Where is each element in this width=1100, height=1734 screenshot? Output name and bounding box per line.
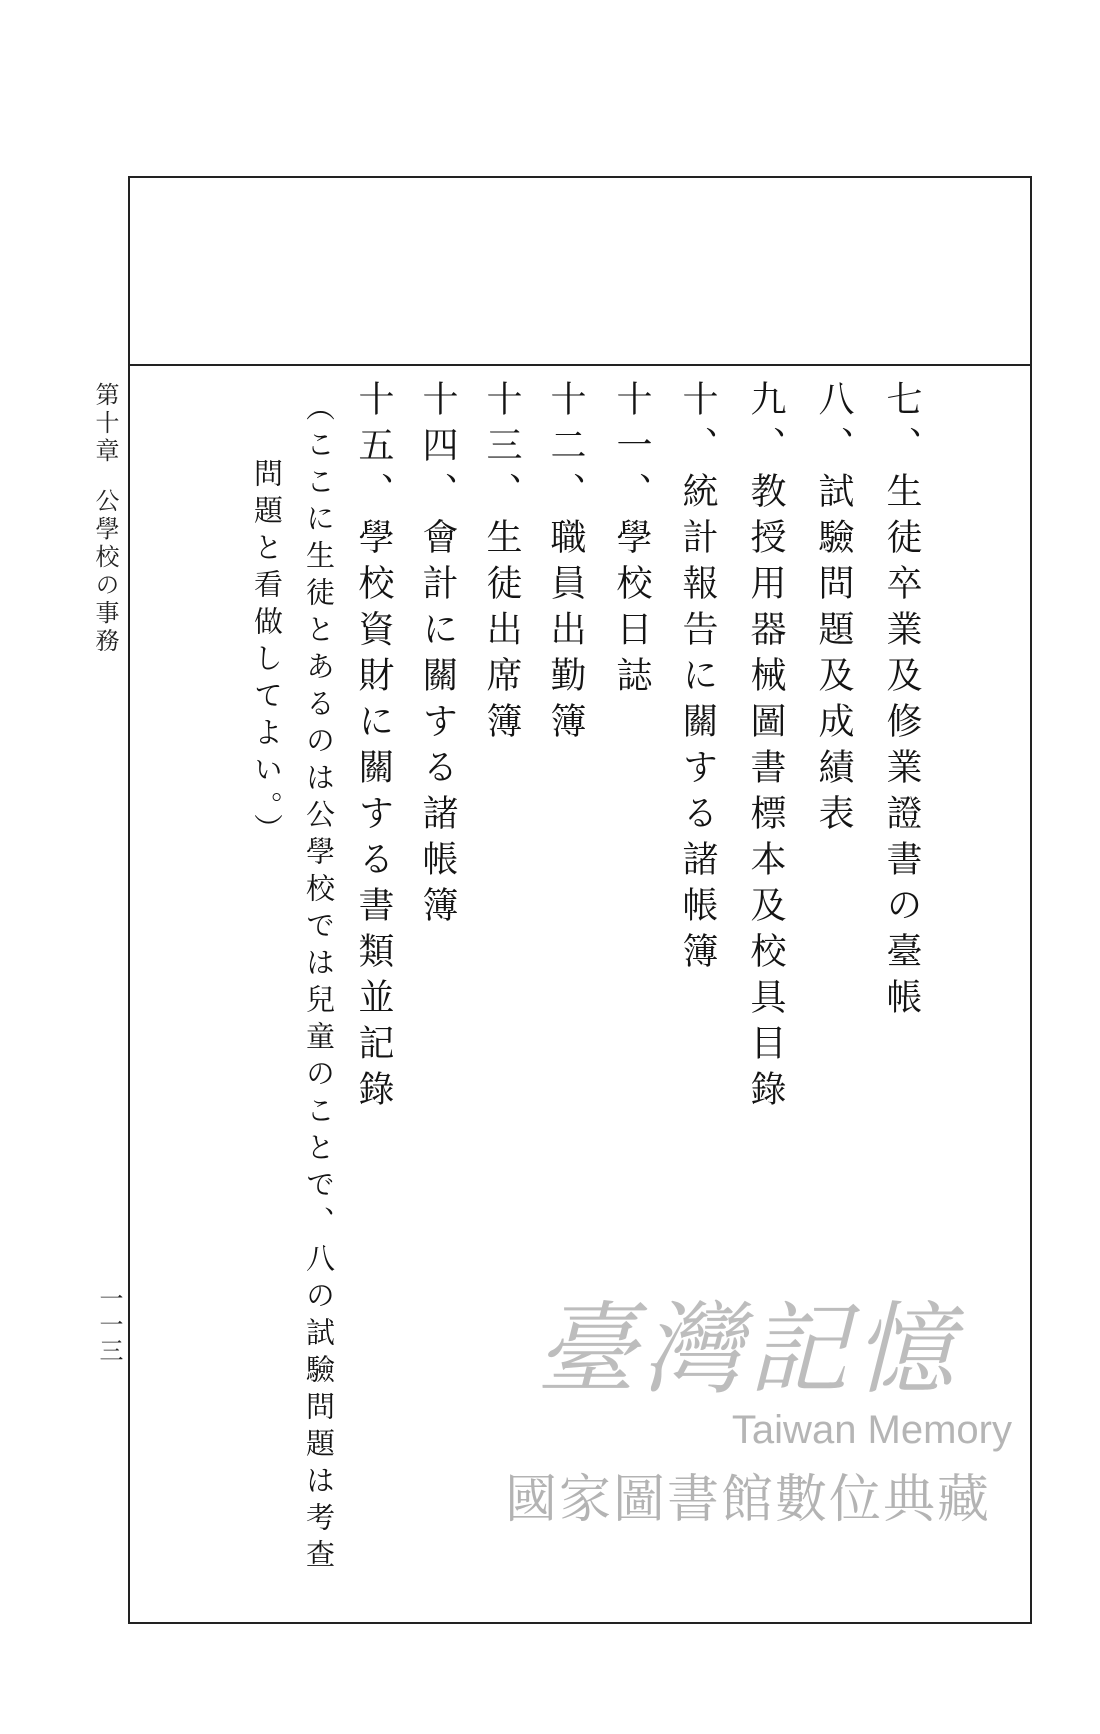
- section-label: 公學校の事務: [91, 488, 119, 656]
- entry-item-15: 十五、學校資財に關する書類並記錄: [353, 380, 394, 1116]
- entry-item-10: 十、統計報告に關する諸帳簿: [677, 380, 718, 978]
- entry-item-9: 九、教授用器械圖書標本及校具目錄: [745, 380, 786, 1116]
- entry-item-7: 七、生徒卒業及修業證書の臺帳: [881, 380, 922, 1024]
- entry-item-8: 八、試驗問題及成績表: [813, 380, 854, 840]
- header-divider: [130, 364, 1030, 366]
- chapter-label: 第十章: [91, 382, 119, 466]
- watermark-english: Taiwan Memory: [731, 1408, 1012, 1452]
- entry-item-12: 十二、職員出勤簿: [545, 380, 586, 748]
- watermark-title: 臺灣記憶: [536, 1291, 960, 1408]
- watermark-organization: 國家圖書館數位典藏: [504, 1470, 991, 1530]
- running-head: [88, 382, 123, 656]
- note-line-2: 問題と看做してよい。）: [250, 458, 284, 851]
- entry-item-13: 十三、生徒出席簿: [481, 380, 522, 748]
- entry-item-14: 十四、會計に關する諸帳簿: [417, 380, 458, 932]
- page-number: 一一三: [95, 1286, 123, 1364]
- note-line-1: （ここに生徒とあるのは公學校では兒童のことで、八の試驗問題は考查: [302, 392, 336, 1576]
- entry-item-11: 十一、學校日誌: [611, 380, 652, 702]
